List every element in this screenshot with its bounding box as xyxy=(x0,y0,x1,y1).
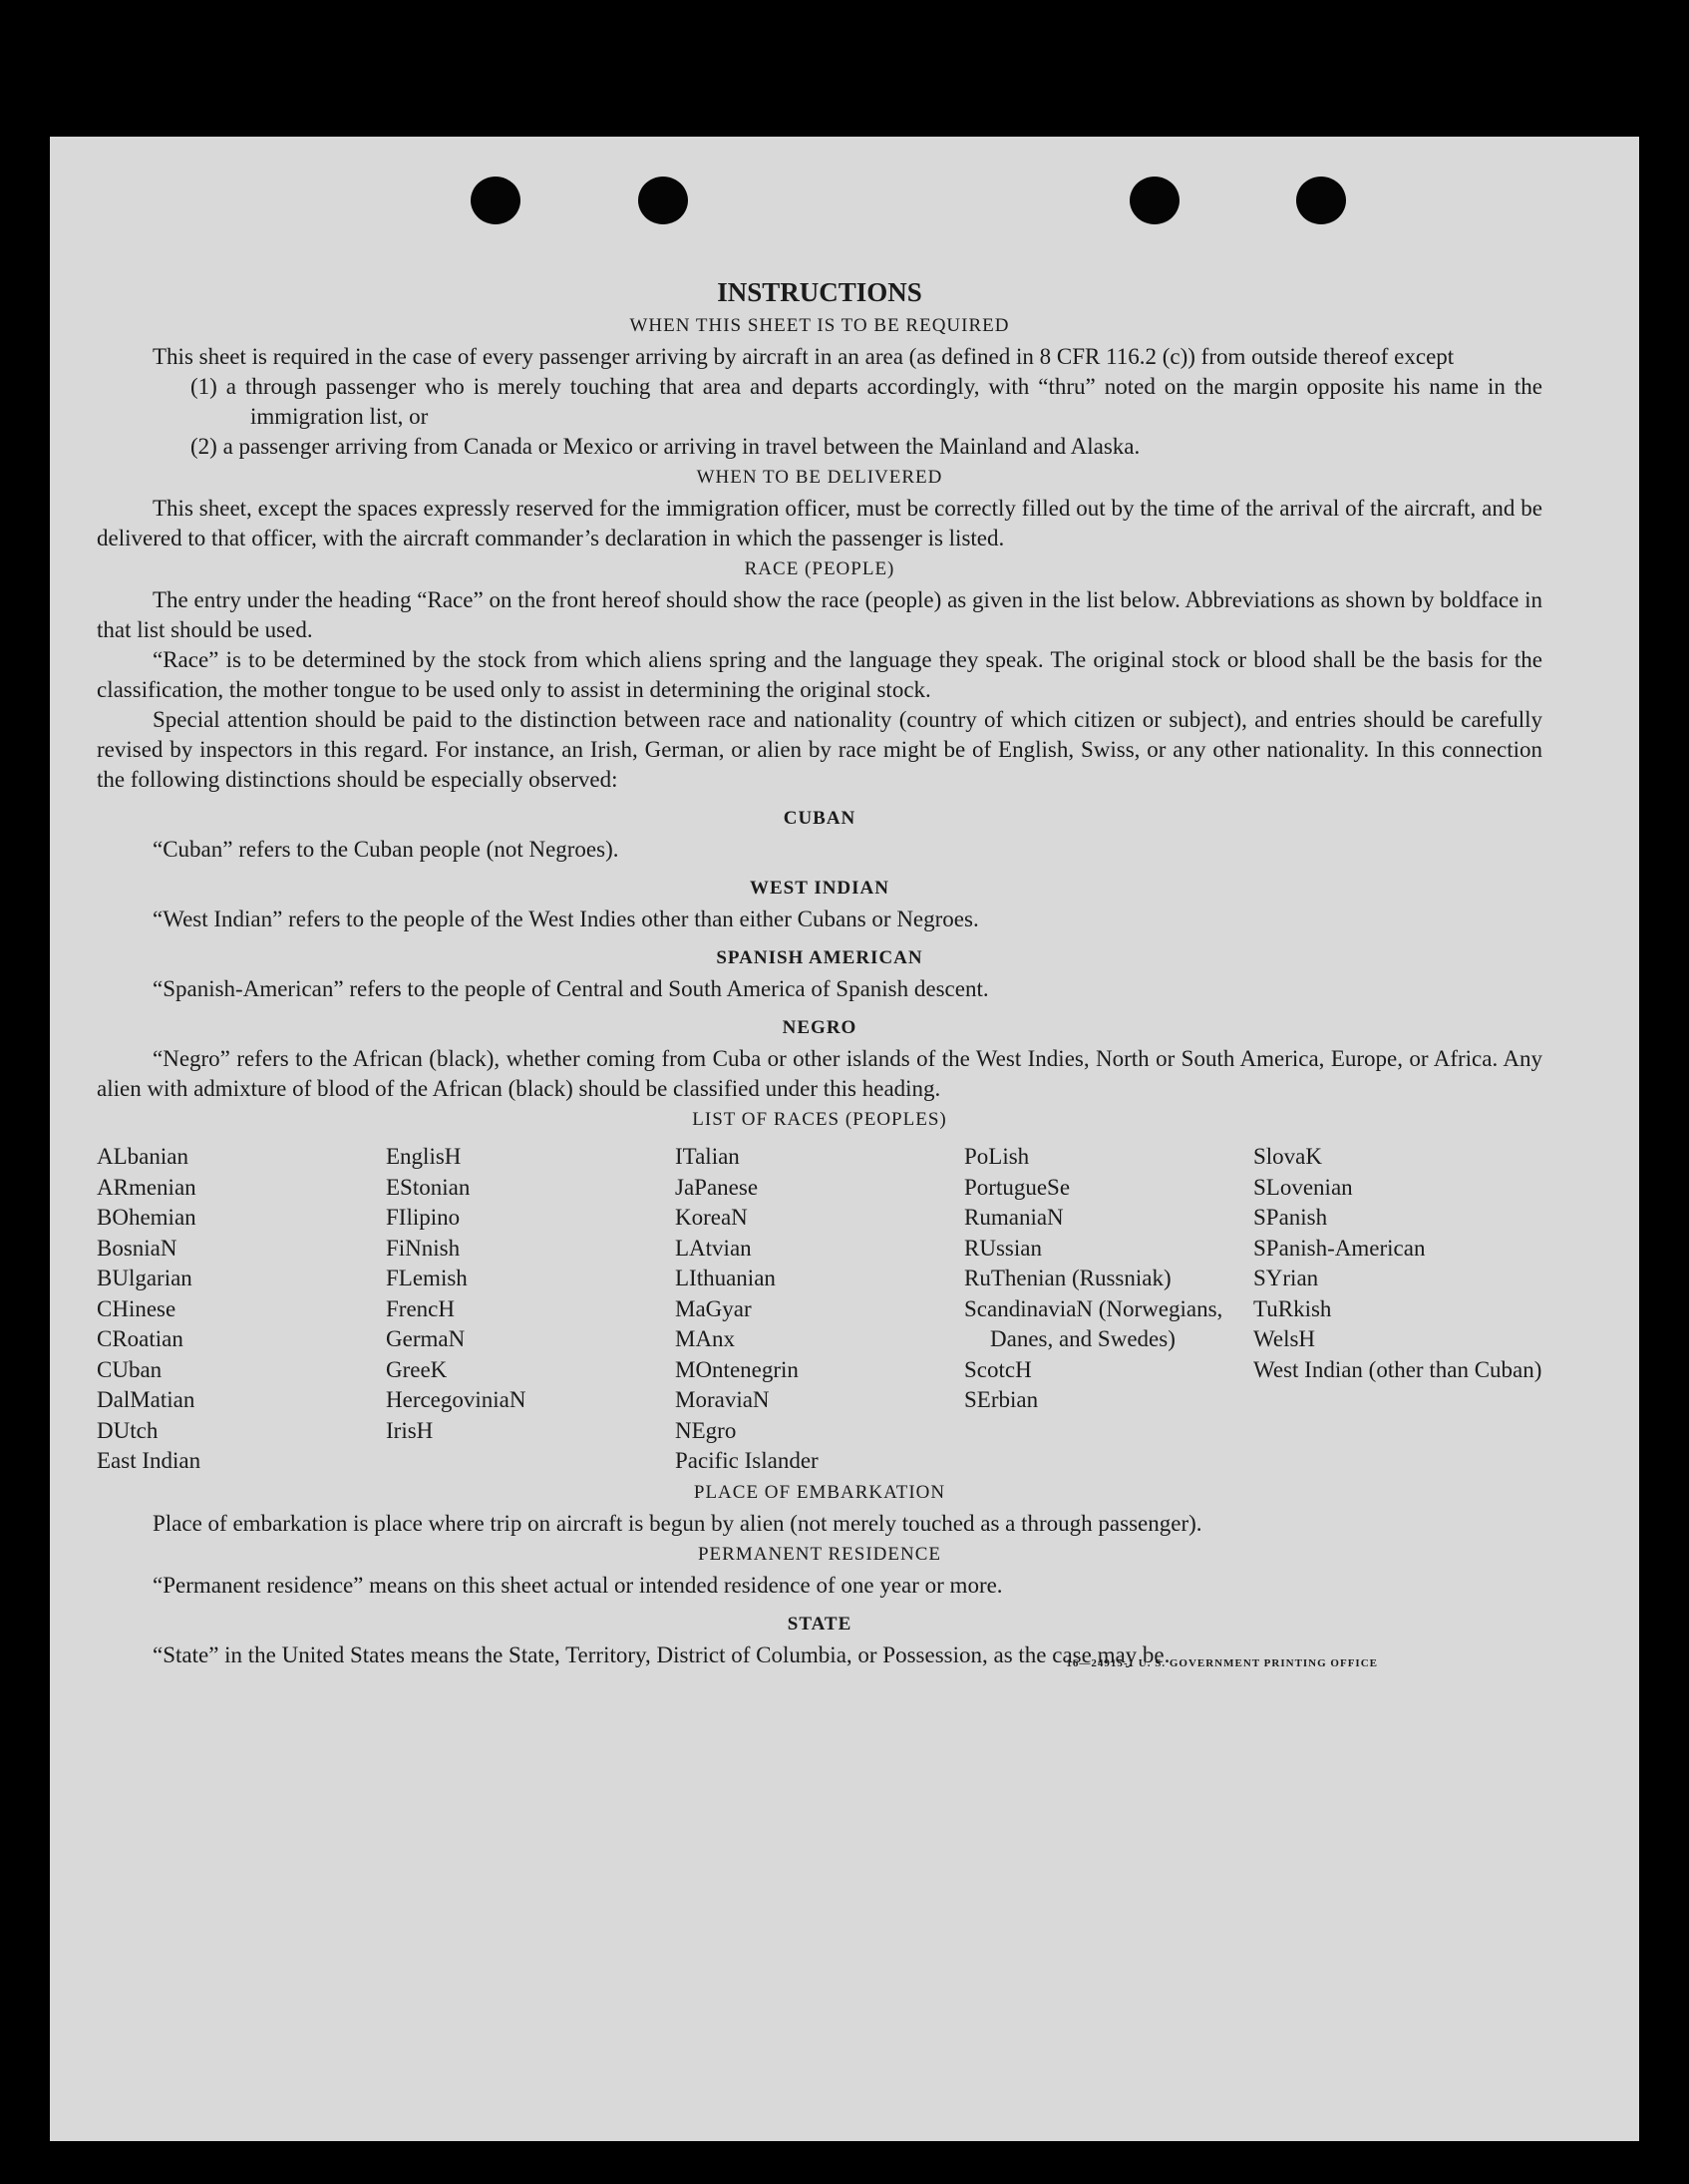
when-delivered-text: This sheet, except the spaces expressly reserved for the immigration officer, must be correctly filled out by the time of the arrival of the aircraft, and be delivered to that officer, with the aircraft commander’s declaration in which the passenger is listed. xyxy=(97,496,1542,550)
race-list-item: CHinese xyxy=(97,1295,176,1321)
race-list-item: MoraviaN xyxy=(675,1387,770,1412)
race-list-item: DalMatian xyxy=(97,1387,195,1412)
races-column-1 xyxy=(97,1142,386,1477)
when-required-intro: This sheet is required in the case of every passenger arriving by aircraft in an area (as defined in 8 CFR 116.2 (c)) from outside thereof except xyxy=(153,344,1455,369)
heading-permanent-residence: PERMANENT RESIDENCE xyxy=(697,1543,942,1565)
race-list-item: TuRkish xyxy=(1253,1295,1332,1321)
race-list-item: ALbanian xyxy=(97,1144,188,1169)
races-column-2 xyxy=(386,1142,675,1477)
race-list-item: SlovaK xyxy=(1253,1144,1322,1169)
race-list-item: ARmenian xyxy=(97,1174,196,1200)
race-list-item: ScandinaviaN (Norwegians, Danes, and Swedes) xyxy=(964,1295,1223,1351)
race-list-item: LAtvian xyxy=(675,1235,752,1261)
race-list-item: MOntenegrin xyxy=(675,1356,799,1382)
heading-race: RACE (PEOPLE) xyxy=(744,558,895,579)
race-list-item: GermaN xyxy=(386,1326,466,1351)
race-list-item: SPanish xyxy=(1253,1205,1328,1230)
punch-hole xyxy=(638,177,688,224)
race-list-item: IrisH xyxy=(386,1417,434,1443)
document-sheet xyxy=(50,137,1639,2141)
punch-hole xyxy=(471,177,520,224)
race-list-item: HercegoviniaN xyxy=(386,1387,526,1412)
race-list-item: SYrian xyxy=(1253,1266,1319,1290)
races-column-5 xyxy=(1253,1142,1542,1477)
punch-hole xyxy=(1296,177,1346,224)
race-paragraph-1: The entry under the heading “Race” on the front hereof should show the race (people) as given in the list below. Abbreviations as shown by boldface in that list should be used. xyxy=(97,587,1542,642)
race-list-item: FLemish xyxy=(386,1266,468,1290)
race-list-item: RuThenian (Russniak) xyxy=(964,1266,1172,1290)
race-list-item: ITalian xyxy=(675,1144,740,1169)
punch-hole xyxy=(1130,177,1180,224)
west-indian-text: “West Indian” refers to the people of the West Indies other than either Cubans or Negroes. xyxy=(153,907,979,931)
heading-when-delivered: WHEN TO BE DELIVERED xyxy=(696,467,943,488)
spanish-american-text: “Spanish-American” refers to the people of Central and South America of Spanish descent. xyxy=(153,976,989,1001)
race-list-item: FrencH xyxy=(386,1295,455,1321)
race-list-item: KoreaN xyxy=(675,1205,748,1230)
races-column-3 xyxy=(675,1142,964,1477)
race-list-item: BUlgarian xyxy=(97,1266,192,1290)
race-list-item: MaGyar xyxy=(675,1295,752,1321)
race-list-item: SLovenian xyxy=(1253,1174,1353,1200)
race-list-item: RumaniaN xyxy=(964,1205,1064,1230)
heading-when-required: WHEN THIS SHEET IS TO BE REQUIRED xyxy=(629,315,1010,336)
negro-text: “Negro” refers to the African (black), whether coming from Cuba or other islands of the West Indies, North or South America, Europe, or Africa. Any alien with admixture of blood of the African (black) should be classified under this heading. xyxy=(97,1046,1542,1101)
heading-cuban: CUBAN xyxy=(783,808,856,829)
races-column-4 xyxy=(964,1142,1253,1477)
exception-1: (1) a through passenger who is merely touching that area and departs accordingly, with “thru” noted on the margin opposite his name in the immigration list, or xyxy=(190,374,1542,429)
race-list-item: JaPanese xyxy=(675,1174,759,1200)
race-paragraph-2: “Race” is to be determined by the stock from which aliens spring and the language they speak. The original stock or blood shall be the basis for the classification, the mother tongue to be used only to assist in determining the original stock. xyxy=(97,647,1542,702)
heading-embarkation: PLACE OF EMBARKATION xyxy=(693,1481,946,1503)
race-list-item: GreeK xyxy=(386,1356,448,1382)
race-list-item: West Indian (other than Cuban) xyxy=(1253,1356,1542,1382)
race-paragraph-3: Special attention should be paid to the distinction between race and nationality (country of which citizen or subject), and entries should be carefully revised by inspectors in this regard. For instance, an Irish, German, or alien by race might be of English, Swiss, or any other nationality. In this connection the following distinctions should be especially observed: xyxy=(97,707,1542,792)
race-list-item: FiNnish xyxy=(386,1235,461,1261)
race-list-item: MAnx xyxy=(675,1326,736,1351)
race-list-item: SPanish-American xyxy=(1253,1235,1426,1261)
race-list-item: Pacific Islander xyxy=(675,1448,819,1473)
cuban-text: “Cuban” refers to the Cuban people (not Negroes). xyxy=(153,837,619,862)
race-list-item: CUban xyxy=(97,1356,163,1382)
instructions-content xyxy=(97,274,1542,1670)
race-list-item: ScotcH xyxy=(964,1356,1032,1382)
race-list-item: EnglisH xyxy=(386,1144,462,1169)
embarkation-text: Place of embarkation is place where trip on aircraft is begun by alien (not merely touched as a through passenger). xyxy=(153,1510,1202,1536)
race-list-item: SErbian xyxy=(964,1387,1039,1412)
heading-state: STATE xyxy=(787,1613,852,1635)
race-list-item: NEgro xyxy=(675,1417,737,1443)
race-list-item: WelsH xyxy=(1253,1326,1316,1351)
heading-spanish-american: SPANISH AMERICAN xyxy=(716,947,923,968)
race-list-item: FIlipino xyxy=(386,1205,461,1230)
race-list-item: PoLish xyxy=(964,1144,1030,1169)
page-title: INSTRUCTIONS xyxy=(717,277,922,307)
printing-office-code: 16—24915-1 U. S. GOVERNMENT PRINTING OFFICE xyxy=(1066,1656,1378,1669)
exception-2: (2) a passenger arriving from Canada or Mexico or arriving in travel between the Mainland and Alaska. xyxy=(190,434,1141,459)
heading-list-of-races: LIST OF RACES (PEOPLES) xyxy=(692,1109,947,1130)
residence-text: “Permanent residence” means on this sheet actual or intended residence of one year or more. xyxy=(153,1572,1003,1598)
race-list-item: BOhemian xyxy=(97,1205,196,1230)
heading-negro: NEGRO xyxy=(782,1017,857,1038)
race-list-item: RUssian xyxy=(964,1235,1042,1261)
race-list-item: East Indian xyxy=(97,1448,201,1473)
races-list xyxy=(97,1142,1542,1477)
race-list-item: LIthuanian xyxy=(675,1266,776,1290)
state-text: “State” in the United States means the State, Territory, District of Columbia, or Possession, as the case may be. xyxy=(153,1641,1171,1667)
race-list-item: BosniaN xyxy=(97,1235,177,1261)
race-list-item: EStonian xyxy=(386,1174,471,1200)
heading-west-indian: WEST INDIAN xyxy=(750,878,889,899)
race-list-item: DUtch xyxy=(97,1417,159,1443)
race-list-item: CRoatian xyxy=(97,1326,183,1351)
race-list-item: PortugueSe xyxy=(964,1174,1071,1200)
